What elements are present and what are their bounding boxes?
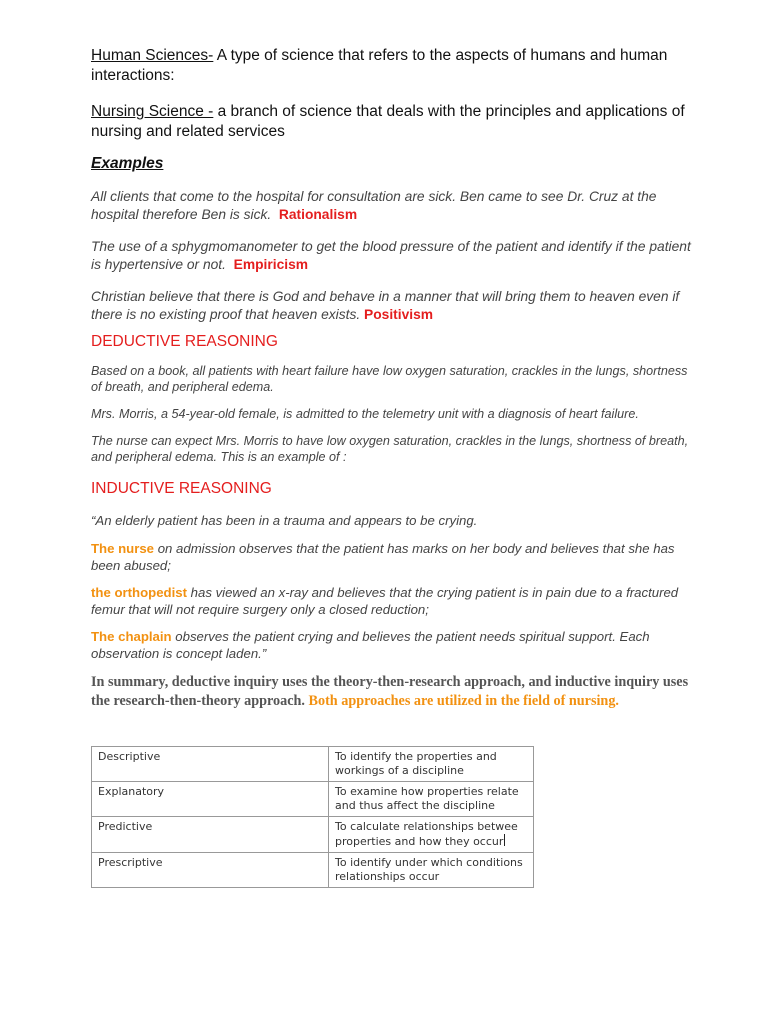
nursing-science-definition <box>91 102 691 142</box>
inductive-lead-nurse: The nurse <box>91 541 155 556</box>
nursing-science-text: a branch of science that deals with the principles and applications of nursing and related services <box>91 103 685 140</box>
summary-text: In summary, deductive inquiry uses the theory-then-research approach, and inductive inquiry uses the research-then-theory approach. <box>91 674 689 709</box>
human-sciences-definition <box>91 46 691 86</box>
inductive-heading: INDUCTIVE REASONING <box>91 480 272 497</box>
summary-highlight: Both approaches are utilized in the field of nursing. <box>304 693 619 709</box>
table-cell-purpose: To examine how properties relate and thus affect the discipline <box>329 782 534 817</box>
example-label: Empiricism <box>233 257 309 272</box>
table-row <box>92 817 534 853</box>
inductive-text: on admission observes that the patient has marks on her body and believes that she has been abused; <box>91 541 675 573</box>
inductive-paragraph-3 <box>91 584 691 618</box>
table-cell-purpose: To identify under which conditions relationships occur <box>329 853 534 888</box>
table-cell-text: To calculate relationships betwee <box>335 820 518 833</box>
inductive-paragraph-1: “An elderly patient has been in a trauma and appears to be crying. <box>91 513 478 528</box>
example-empiricism <box>91 238 691 274</box>
table-cell-type: Prescriptive <box>92 853 329 888</box>
example-text: All clients that come to the hospital for consultation are sick. Ben came to see Dr. Cruz at the hospital therefore Ben is sick. <box>91 189 657 222</box>
table-cell-purpose[interactable] <box>329 817 534 853</box>
table-cell-type: Descriptive <box>92 747 329 782</box>
nursing-science-term: Nursing Science - <box>91 103 214 120</box>
inductive-paragraph-2 <box>91 540 691 574</box>
table-cell-purpose: To identify the properties and workings of a discipline <box>329 747 534 782</box>
inductive-text: observes the patient crying and believes the patient needs spiritual support. Each observation is concept laden.” <box>91 629 650 661</box>
human-sciences-text: A type of science that refers to the aspects of humans and human interactions: <box>91 47 668 84</box>
table-row <box>92 853 534 888</box>
inductive-lead-orthopedist: the orthopedist <box>91 585 187 600</box>
text-cursor <box>504 834 505 846</box>
table-row <box>92 782 534 817</box>
example-text: The use of a sphygmomanometer to get the blood pressure of the patient and identify if the patient is hypertensive or not. <box>91 239 691 272</box>
table-cell-type: Explanatory <box>92 782 329 817</box>
deductive-paragraph-2: Mrs. Morris, a 54-year-old female, is admitted to the telemetry unit with a diagnosis of heart failure. <box>91 407 639 421</box>
inductive-paragraph-4 <box>91 628 691 662</box>
deductive-paragraph-1: Based on a book, all patients with heart failure have low oxygen saturation, crackles in the lungs, shortness of breath, and peripheral edema. <box>91 364 688 394</box>
examples-heading: Examples <box>91 155 164 172</box>
example-label: Positivism <box>364 307 434 322</box>
table-cell-type: Predictive <box>92 817 329 853</box>
inductive-text: has viewed an x-ray and believes that the crying patient is in pain due to a fractured femur that will not require surgery only a closed reduction; <box>91 585 679 617</box>
deductive-paragraph-3: The nurse can expect Mrs. Morris to have low oxygen saturation, crackles in the lungs, shortness of breath, and peripheral edema. This is an example of : <box>91 434 689 464</box>
example-rationalism <box>91 188 691 224</box>
deductive-heading: DEDUCTIVE REASONING <box>91 333 278 350</box>
human-sciences-term: Human Sciences- <box>91 47 214 64</box>
table-row <box>92 747 534 782</box>
summary-paragraph <box>91 673 691 711</box>
inductive-lead-chaplain: The chaplain <box>91 629 172 644</box>
example-label: Rationalism <box>278 207 358 222</box>
table-cell-text: properties and how they occur <box>335 835 504 848</box>
example-positivism <box>91 288 691 324</box>
example-text: Christian believe that there is God and behave in a manner that will bring them to heaven even if there is no existing proof that heaven exists. <box>91 289 680 322</box>
research-types-table <box>91 746 534 888</box>
